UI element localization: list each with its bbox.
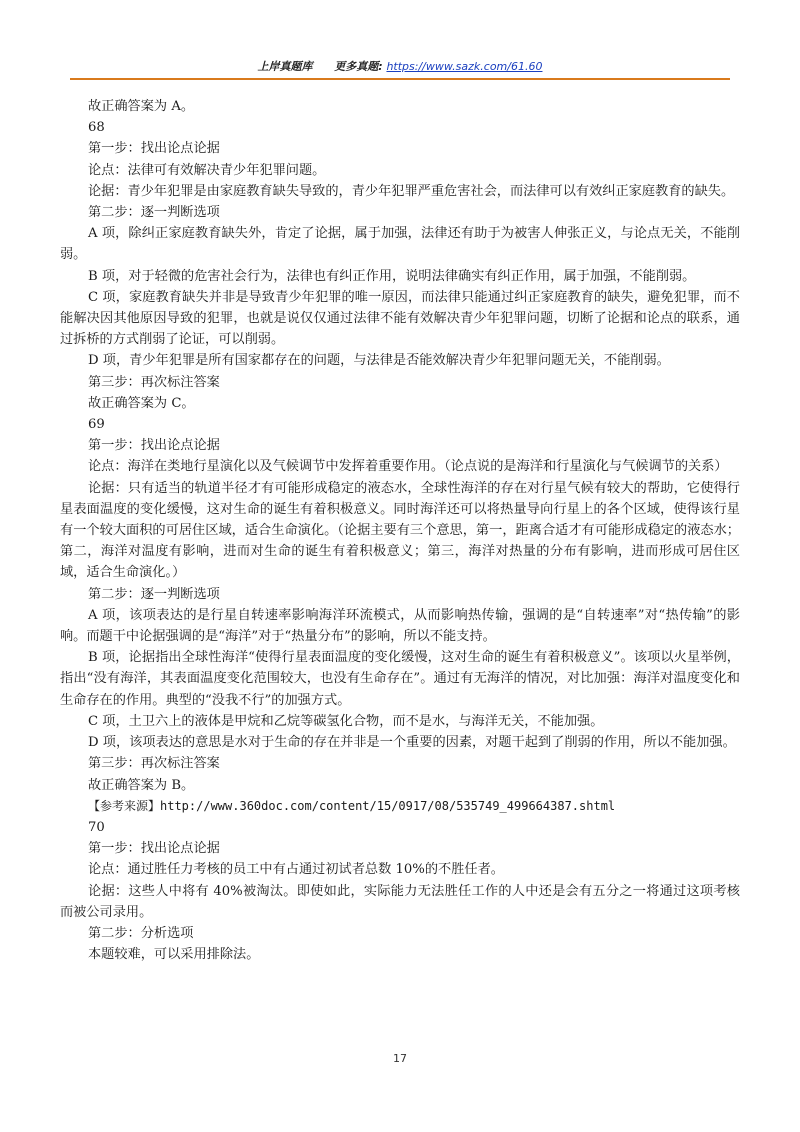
text-line: 本题较难，可以采用排除法。 [88, 947, 260, 963]
option-line: D 项，青少年犯罪是所有国家都存在的问题，与法律是否能效解决青少年犯罪问题无关，不能削弱。 [88, 353, 670, 369]
question-number: 68 [88, 120, 105, 136]
text-line: 论点：法律可有效解决青少年犯罪问题。 [88, 162, 326, 178]
text-line: 论据：青少年犯罪是由家庭教育缺失导致的，青少年犯罪严重危害社会，而法律可以有效纠正家庭教育的缺失。 [88, 183, 735, 199]
question-number: 70 [88, 819, 105, 835]
source-link[interactable]: https://www.sazk.com/61.60 [386, 60, 543, 73]
text-line: 论据：这些人中将有 40%被淘汰。即使如此，实际能力无法胜任工作的人中还是会有五分之一将通过这项考核而被公司录用。 [60, 883, 740, 920]
more-label: 更多真题: [334, 60, 383, 73]
option-line: B 项，论据指出全球性海洋“使得行星表面温度的变化缓慢，这对生命的诞生有着积极意义”。该项以火星举例，指出“没有海洋，其表面温度变化范围较大，也没有生命存在”。通过有无海洋的情况，对比加强：海洋对温度变化和生命存在的作用。典型的“没我不行”的加强方式。 [60, 650, 740, 708]
option-line: C 项，土卫六上的液体是甲烷和乙烷等碳氢化合物，而不是水，与海洋无关，不能加强。 [88, 713, 604, 729]
option-line: A 项，该项表达的是行星自转速率影响海洋环流模式，从而影响热传输，强调的是“自转速率”对“热传输”的影响。而题干中论据强调的是“海洋”对于“热量分布”的影响，所以不能支持。 [60, 607, 740, 645]
step-heading: 第一步：找出论点论据 [88, 438, 220, 454]
text-line: 论据：只有适当的轨道半径才有可能形成稳定的液态水，全球性海洋的存在对行星气候有较大的帮助，它使得行星表面温度的变化缓慢，这对生命的诞生有着积极意义。同时海洋还可以将热量导向行星上的各个区域，使得该行星有一个较大面积的可居住区域，适合生命演化。（论据主要有三个意思，第一，距离合适才有可能形成稳定的液态水；第二，海洋对温度有影响，进而对生命的诞生有着积极意义；第三，海洋对热量的分布有影响，进而形成可居住区域，适合生命演化。） [60, 480, 740, 581]
step-heading: 第二步：逐一判断选项 [88, 586, 220, 602]
text-line: 故正确答案为 A。 [88, 99, 195, 114]
option-line: B 项，对于轻微的危害社会行为，法律也有纠正作用，说明法律确实有纠正作用，属于加强，不能削弱。 [88, 268, 696, 284]
question-number: 69 [88, 417, 105, 433]
text-line: 论点：通过胜任力考核的员工中有占通过初试者总数 10%的不胜任者。 [88, 862, 504, 878]
step-heading: 第二步：逐一判断选项 [88, 205, 220, 221]
step-heading: 第三步：再次标注答案 [88, 374, 220, 390]
step-heading: 第一步：找出论点论据 [88, 841, 220, 857]
text-line: 论点：海洋在类地行星演化以及气候调节中发挥着重要作用。（论点说的是海洋和行星演化与气候调节的关系） [88, 459, 728, 475]
option-line: A 项，除纠正家庭教育缺失外，肯定了论据，属于加强，法律还有助于为被害人伸张正义，与论点无关，不能削弱。 [60, 226, 740, 263]
page-number: 17 [393, 1052, 407, 1065]
option-line: D 项，该项表达的意思是水对于生命的存在并非是一个重要的因素，对题干起到了削弱的作用，所以不能加强。 [88, 735, 736, 751]
text-line: 故正确答案为 B。 [88, 777, 195, 793]
step-heading: 第二步：分析选项 [88, 925, 194, 941]
header-divider [70, 78, 730, 80]
text-line: 故正确答案为 C。 [88, 395, 195, 411]
reference-source: 【参考来源】http://www.360doc.com/content/15/0917/08/535749_499664387.shtml [88, 798, 616, 813]
document-body [60, 96, 740, 965]
site-name: 上岸真题库 [257, 60, 313, 73]
option-line: C 项，家庭教育缺失并非是导致青少年犯罪的唯一原因，而法律只能通过纠正家庭教育的缺失，避免犯罪，而不能解决因其他原因导致的犯罪，也就是说仅仅通过法律不能有效解决青少年犯罪问题，切断了论据和论点的联系，通过拆桥的方式削弱了论证，可以削弱。 [60, 289, 740, 348]
step-heading: 第三步：再次标注答案 [88, 756, 220, 772]
step-heading: 第一步：找出论点论据 [88, 141, 220, 157]
page-header [70, 58, 730, 78]
